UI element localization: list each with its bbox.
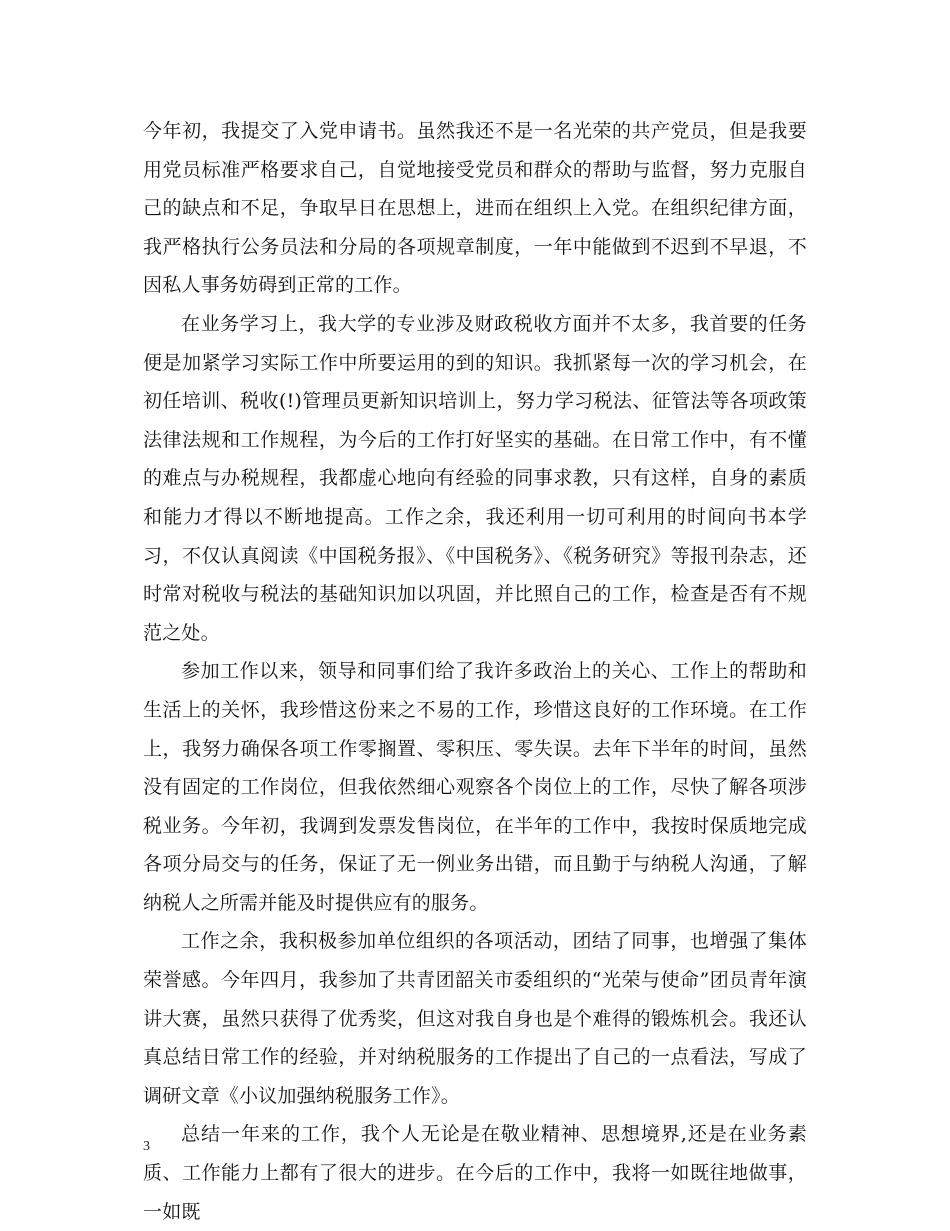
- page-number: 3: [143, 1139, 150, 1154]
- paragraph-2: 在业务学习上，我大学的专业涉及财政税收方面并不太多，我首要的任务便是加紧学习实际工作中所要运用的到的知识。我抓紧每一次的学习机会，在初任培训、税收(!)管理员更新知识培训上，努力学习税法、征管法等各项政策法律法规和工作规程，为今后的工作打好坚实的基础。在日常工作中，有不懂的难点与办税规程，我都虚心地向有经验的同事求教，只有这样，自身的素质和能力才得以不断地提高。工作之余，我还利用一切可利用的时间向书本学习，不仅认真阅读《中国税务报》、《中国税务》、《税务研究》等报刊杂志，还时常对税收与税法的基础知识加以巩固，并比照自己的工作，检查是否有不规范之处。: [143, 312, 807, 644]
- paragraph-1: 今年初，我提交了入党申请书。虽然我还不是一名光荣的共产党员，但是我要用党员标准严格要求自己，自觉地接受党员和群众的帮助与监督，努力克服自己的缺点和不足，争取早日在思想上，进而在组织上入党。在组织纪律方面，我严格执行公务员法和分局的各项规章制度，一年中能做到不迟到不早退，不因私人事务妨碍到正常的工作。: [143, 120, 807, 297]
- paragraph-4: 工作之余，我积极参加单位组织的各项活动，团结了同事，也增强了集体荣誉感。今年四月，我参加了共青团韶关市委组织的“光荣与使命”团员青年演讲大赛，虽然只获得了优秀奖，但这对我自身也是个难得的锻炼机会。我还认真总结日常工作的经验，并对纳税服务的工作提出了自己的一点看法，写成了调研文章《小议加强纳税服务工作》。: [143, 930, 807, 1107]
- paragraph-3: 参加工作以来，领导和同事们给了我许多政治上的关心、工作上的帮助和生活上的关怀，我珍惜这份来之不易的工作，珍惜这良好的工作环境。在工作上，我努力确保各项工作零搁置、零积压、零失误。去年下半年的时间，虽然没有固定的工作岗位，但我依然细心观察各个岗位上的工作，尽快了解各项涉税业务。今年初，我调到发票发售岗位，在半年的工作中，我按时保质地完成各项分局交与的任务，保证了无一例业务出错，而且勤于与纳税人沟通，了解纳税人之所需并能及时提供应有的服务。: [143, 660, 807, 914]
- paragraph-5: 总结一年来的工作，我个人无论是在敬业精神、思想境界,还是在业务素质、工作能力上都有了很大的进步。在今后的工作中，我将一如既往地做事，一如既: [143, 1123, 807, 1223]
- document-body: [143, 112, 807, 1231]
